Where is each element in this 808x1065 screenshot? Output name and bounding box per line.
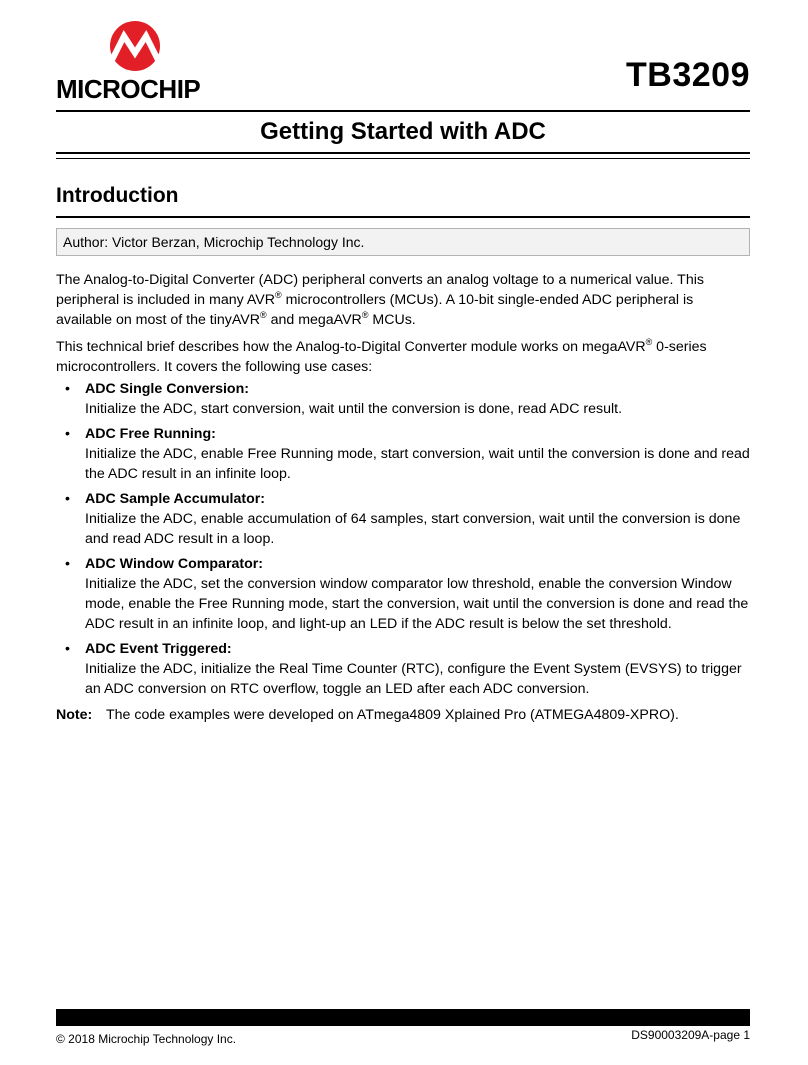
use-case-title: ADC Window Comparator: (85, 556, 263, 572)
section-rule (56, 216, 750, 218)
footer-page-reference: DS90003209A-page 1 (631, 1028, 750, 1042)
logo-wordmark: MICROCHIP (56, 74, 201, 104)
scope-paragraph: This technical brief describes how the Analog-to-Digital Converter module works on megaAVR® 0-series microcontrollers. It covers the following use cases: (56, 337, 707, 375)
list-item: • ADC Sample Accumulator: Initialize the ADC, enable accumulation of 64 samples, start conversion, wait until the conversion is done and read ADC result in a loop. (56, 489, 750, 549)
header-rule (56, 110, 750, 112)
title-rule-thin (56, 158, 750, 159)
use-case-description: Initialize the ADC, set the conversion window comparator low threshold, enable the conversion Window mode, enable the Free Running mode, start the conversion, wait until the conversion is done and read the ADC result in an infinite loop, and light-up an LED if the ADC result is below the set threshold. (85, 576, 749, 632)
use-case-description: Initialize the ADC, initialize the Real Time Counter (RTC), configure the Event System (EVSYS) to trigger an ADC conversion on RTC overflow, toggle an LED after each ADC conversion. (85, 661, 742, 697)
list-item: • ADC Free Running: Initialize the ADC, enable Free Running mode, start conversion, wait until the conversion is done and read the ADC result in an infinite loop. (65, 426, 750, 482)
microchip-logo (56, 20, 216, 102)
use-case-title: ADC Sample Accumulator: (85, 491, 266, 507)
use-case-description: Initialize the ADC, start conversion, wait until the conversion is done, read ADC result. (85, 401, 623, 417)
author-box: Author: Victor Berzan, Microchip Technology Inc. (56, 228, 750, 256)
document-number: TB3209 (626, 56, 750, 94)
body-content (56, 270, 750, 725)
footer-copyright: © 2018 Microchip Technology Inc. (56, 1032, 237, 1046)
use-case-description: Initialize the ADC, enable Free Running mode, start conversion, wait until the conversion is done and read the ADC result in an infinite loop. (85, 446, 750, 482)
use-case-description: Initialize the ADC, enable accumulation of 64 samples, start conversion, wait until the conversion is done and read ADC result in a loop. (85, 511, 741, 547)
list-item: • ADC Event Triggered: Initialize the ADC, initialize the Real Time Counter (RTC), configure the Event System (EVSYS) to trigger an ADC conversion on RTC overflow, toggle an LED after each ADC conversion. (56, 639, 750, 699)
use-case-title: ADC Event Triggered: (85, 641, 232, 657)
note (56, 705, 750, 725)
use-case-list (56, 379, 750, 699)
title-rule-thick (56, 152, 750, 154)
note-text: The code examples were developed on ATmega4809 Xplained Pro (ATMEGA4809-XPRO). (106, 707, 679, 723)
use-case-title: ADC Single Conversion: (85, 381, 249, 397)
section-heading: Introduction (56, 184, 179, 207)
footer-bar (56, 1009, 750, 1026)
list-item: • ADC Window Comparator: Initialize the ADC, set the conversion window comparator low threshold, enable the conversion Window mode, enable the Free Running mode, start the conversion, wait until the conversion is done and read the ADC result in an infinite loop, and light-up an LED if the ADC result is below the set threshold. (65, 556, 749, 632)
document-title: Getting Started with ADC (260, 118, 546, 145)
use-case-title: ADC Free Running: (85, 426, 216, 442)
note-label: Note: (56, 707, 93, 723)
microchip-logo-icon (102, 20, 168, 72)
intro-paragraph: The Analog-to-Digital Converter (ADC) peripheral converts an analog voltage to a numerical value. This peripheral is included in many AVR® microcontrollers (MCUs). A 10-bit single-ended ADC peripheral is available on most of the tinyAVR® and megaAVR® MCUs. (56, 272, 704, 328)
list-item: • ADC Single Conversion: Initialize the ADC, start conversion, wait until the conversion is done, read ADC result. (56, 379, 750, 419)
